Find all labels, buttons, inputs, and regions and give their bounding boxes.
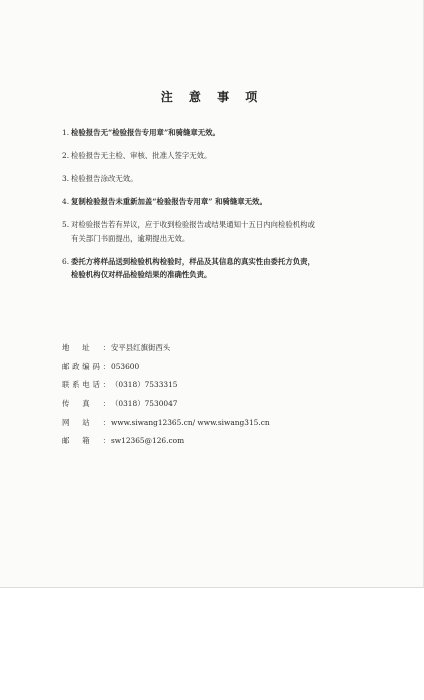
contact-value: （0318）7530047 xyxy=(111,399,178,409)
note-item-1 xyxy=(62,126,362,140)
note-number: 2. xyxy=(62,151,70,160)
note-item-6 xyxy=(62,255,362,282)
contact-value: sw12365@126.com xyxy=(111,436,185,446)
note-text: 检验报告涂改无效。 xyxy=(71,174,138,183)
note-number: 1. xyxy=(62,128,70,137)
contact-value: 安平县红旗街西头 xyxy=(111,343,171,352)
contact-postcode xyxy=(62,361,270,380)
contact-info xyxy=(62,342,270,454)
note-text: 检验报告无“检验报告专用章”和骑缝章无效。 xyxy=(71,128,220,137)
contact-label: 联系电话： xyxy=(62,380,110,390)
note-text-continued: 检验机构仅对样品检验结果的准确性负责。 xyxy=(71,270,212,279)
note-number: 5. xyxy=(62,220,70,229)
contact-value: 053600 xyxy=(111,361,140,371)
notes-list xyxy=(62,126,362,291)
note-text: 复制检验报告未重新加盖“检验报告专用章” 和骑缝章无效。 xyxy=(71,197,267,206)
note-item-2 xyxy=(62,149,362,163)
contact-label: 邮箱： xyxy=(62,436,110,446)
note-text-continued: 有关部门书面提出，逾期提出无效。 xyxy=(71,233,190,243)
contact-value: www.siwang12365.cn/ www.siwang315.cn xyxy=(111,417,270,427)
contact-label: 地址： xyxy=(62,343,110,352)
note-item-4 xyxy=(62,195,362,209)
contact-address xyxy=(62,342,270,361)
contact-label: 传真： xyxy=(62,399,110,409)
contact-label: 邮政编码： xyxy=(62,361,110,371)
note-number: 4. xyxy=(62,197,70,206)
note-number: 6. xyxy=(62,256,70,266)
note-number: 3. xyxy=(62,174,70,183)
contact-email xyxy=(62,435,270,454)
note-text: 委托方将样品送到检验机构检验时，样品及其信息的真实性由委托方负责， xyxy=(71,256,315,266)
note-item-5 xyxy=(62,218,362,245)
note-text: 检验报告无主检、审核、批准人签字无效。 xyxy=(71,151,212,160)
contact-fax xyxy=(62,398,270,417)
contact-website xyxy=(62,417,270,436)
contact-label: 网站： xyxy=(62,417,110,427)
note-text: 对检验报告若有异议，应于收到检验报告或结果通知十五日内向检验机构或 xyxy=(71,220,315,229)
note-item-3 xyxy=(62,172,362,186)
page-title: 注 意 事 项 xyxy=(160,90,264,104)
contact-phone xyxy=(62,379,270,398)
contact-value: （0318）7533315 xyxy=(111,380,178,390)
